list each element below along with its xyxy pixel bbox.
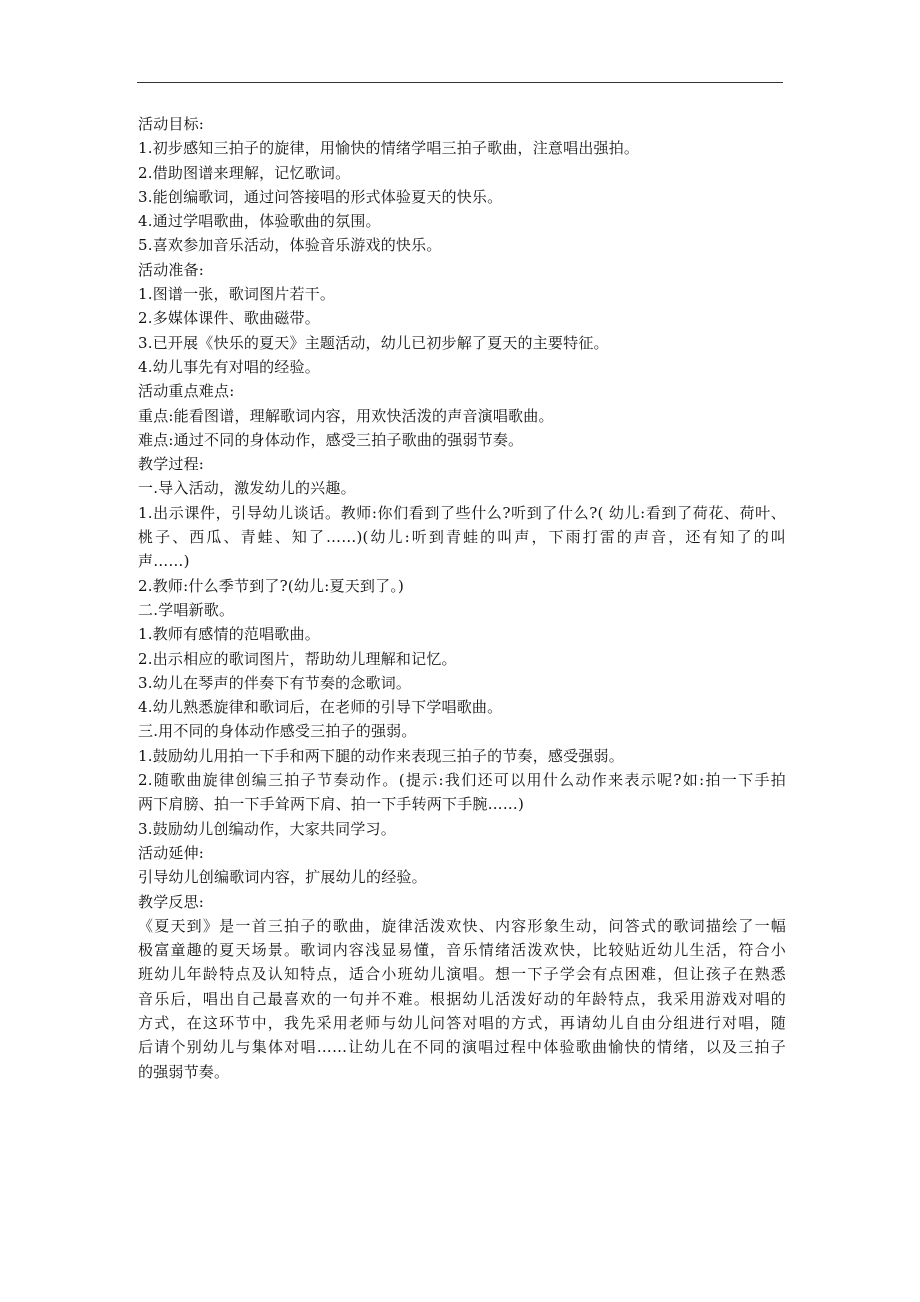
text-line: 三.用不同的身体动作感受三拍子的强弱。: [138, 722, 417, 741]
text-line: 极富童趣的夏天场景。歌词内容浅显易懂，音乐情绪活泼欢快，比较贴近幼儿生活，符合小: [138, 941, 786, 960]
text-line: 4.幼儿熟悉旋律和歌词后，在老师的引导下学唱歌曲。: [138, 698, 503, 717]
text-line: 方式，在这环节中，我先采用老师与幼儿问答对唱的方式，再请幼儿自由分组进行对唱，随: [138, 1013, 786, 1032]
text-line: 1.初步感知三拍子的旋律，用愉快的情绪学唱三拍子歌曲，注意唱出强拍。: [138, 139, 640, 158]
text-line: 1.教师有感情的范唱歌曲。: [138, 625, 320, 644]
text-line: 3.能创编歌词，通过问答接唱的形式体验夏天的快乐。: [138, 187, 503, 206]
text-line: 活动重点难点:: [138, 382, 235, 401]
text-line: 1.图谱一张，歌词图片若干。: [138, 285, 336, 304]
text-line: 的强弱节奏。: [138, 1062, 230, 1081]
text-line: 活动延伸:: [138, 843, 205, 862]
text-line: 教学过程:: [138, 455, 205, 474]
text-line: 2.教师:什么季节到了?(幼儿:夏天到了。): [138, 576, 405, 595]
text-line: 引导幼儿创编歌词内容，扩展幼儿的经验。: [138, 868, 427, 887]
text-line: 1.出示课件，引导幼儿谈话。教师:你们看到了些什么?听到了什么?( 幼儿:看到了荷花、荷叶、: [138, 503, 786, 522]
text-line: 声……): [138, 552, 190, 571]
text-line: 难点:通过不同的身体动作，感受三拍子歌曲的强弱节奏。: [138, 430, 524, 449]
text-line: 4.幼儿事先有对唱的经验。: [138, 357, 320, 376]
text-line: 两下肩膀、拍一下手耸两下肩、拍一下手转两下手腕……): [138, 795, 525, 814]
text-line: 活动准备:: [138, 260, 205, 279]
text-line: 4.通过学唱歌曲，体验歌曲的氛围。: [138, 212, 381, 231]
text-line: 教学反思:: [138, 892, 205, 911]
text-line: 3.已开展《快乐的夏天》主题活动，幼儿已初步解了夏天的主要特征。: [138, 333, 609, 352]
text-line: 《夏天到》是一首三拍子的歌曲，旋律活泼欢快、内容形象生动，问答式的歌词描绘了一幅: [138, 916, 786, 935]
text-line: 2.随歌曲旋律创编三拍子节奏动作。(提示:我们还可以用什么动作来表示呢?如:拍一下手拍: [138, 771, 786, 790]
text-line: 2.多媒体课件、歌曲磁带。: [138, 309, 320, 328]
text-line: 班幼儿年龄特点及认知特点，适合小班幼儿演唱。想一下子学会有点困难，但让孩子在熟悉: [138, 965, 786, 984]
text-line: 2.出示相应的歌词图片，帮助幼儿理解和记忆。: [138, 649, 457, 668]
text-line: 后请个别幼儿与集体对唱……让幼儿在不同的演唱过程中体验歌曲愉快的情绪，以及三拍子: [138, 1038, 786, 1057]
text-line: 重点:能看图谱，理解歌词内容，用欢快活泼的声音演唱歌曲。: [138, 406, 554, 425]
text-line: 2.借助图谱来理解，记忆歌词。: [138, 163, 351, 182]
text-line: 3.鼓励幼儿创编动作，大家共同学习。: [138, 819, 396, 838]
text-line: 一.导入活动，激发幼儿的兴趣。: [138, 479, 356, 498]
text-line: 桃子、西瓜、青蛙、知了……)(幼儿:听到青蛙的叫声，下雨打雷的声音，还有知了的叫: [138, 528, 786, 547]
text-line: 3.幼儿在琴声的伴奏下有节奏的念歌词。: [138, 673, 412, 692]
text-line: 二.学唱新歌。: [138, 600, 235, 619]
text-line: 活动目标:: [138, 115, 205, 133]
text-line: 音乐后，唱出自己最喜欢的一句并不难。根据幼儿活泼好动的年龄特点，我采用游戏对唱的: [138, 989, 786, 1008]
header-rule: [137, 82, 783, 83]
document-body: [138, 112, 786, 1084]
text-line: 1.鼓励幼儿用拍一下手和两下腿的动作来表现三拍子的节奏，感受强弱。: [138, 746, 624, 765]
text-line: 5.喜欢参加音乐活动，体验音乐游戏的快乐。: [138, 236, 442, 255]
